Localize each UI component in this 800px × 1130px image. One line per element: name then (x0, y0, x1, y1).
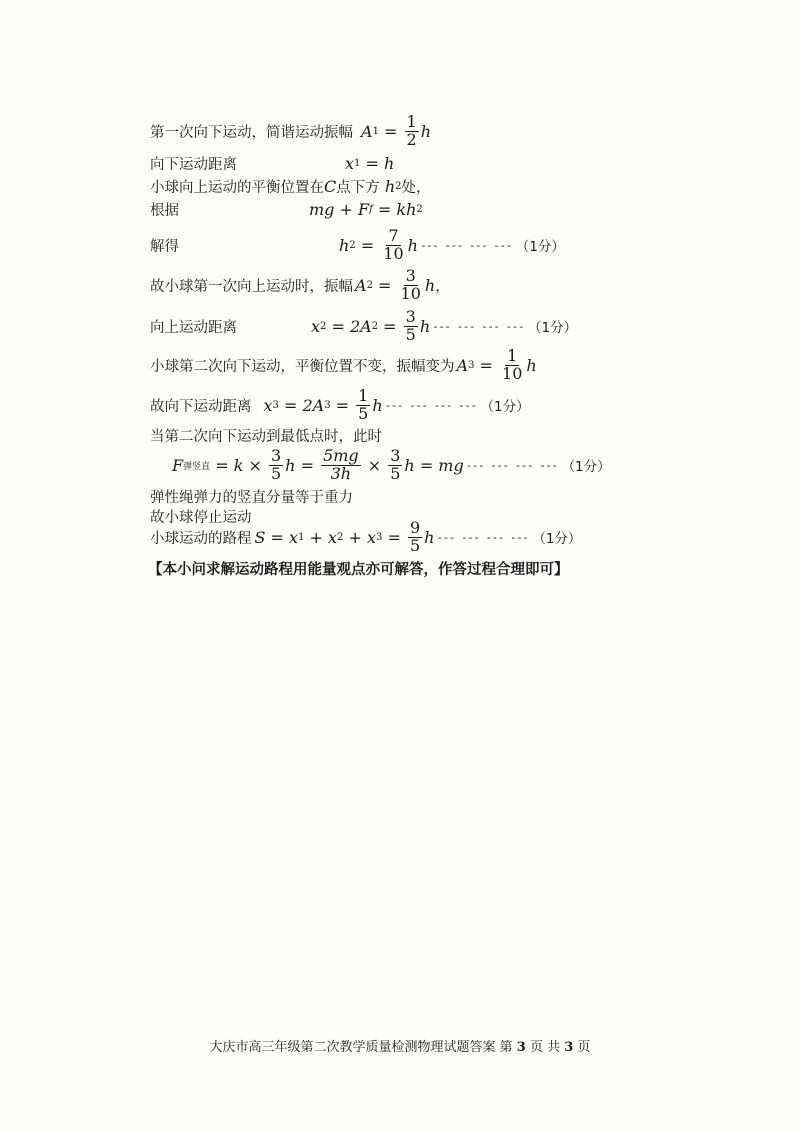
line-down-distance-1: 向下运动距离 x 1 = h (150, 154, 395, 173)
line-force-equation: F 弹竖直 = k × $\frac{3}{5}$ h = $\frac{5mg}{3h}$ × $\frac{3}{5}$ h = mg --- --- --- --- （1分） (172, 446, 611, 483)
line-according: 根据 mg + F f = kh 2 (150, 200, 423, 219)
line-up-distance: 向上运动距离 x 2 = 2A 2 = $\frac{3}{5}$ h --- --- --- --- （1分） (150, 307, 578, 344)
line-note: 【本小问求解运动路程用能量观点亦可解答，作答过程合理即可】 (148, 562, 569, 578)
line-amplitude-2: 故小球第一次向上运动时，振幅 A 2 = $\frac{3}{10}$ h ， (150, 266, 450, 303)
page-footer: 大庆市高三年级第二次教学质量检测物理试题答案 第 3 页 共 3 页 (209, 1040, 591, 1055)
footer-page-number: 3 (516, 1040, 526, 1055)
line-down-distance-2: 故向下运动距离 x 3 = 2A 3 = $\frac{1}{5}$ h --- --- --- --- （1分） (150, 386, 530, 423)
footer-total-pages: 3 (564, 1040, 574, 1055)
line-vertical-component: 弹性绳弹力的竖直分量等于重力 (150, 490, 353, 506)
line-amplitude-3: 小球第二次向下运动，平衡位置不变，振幅变为 A 3 = $\frac{1}{10}$ h (150, 346, 537, 383)
line-lowest-point: 当第二次向下运动到最低点时，此时 (150, 429, 382, 445)
line-amplitude-1: 第一次向下运动，简谐运动振幅 A 1 = $\frac{1}{2}$ h (150, 112, 432, 149)
line-stop: 故小球停止运动 (150, 510, 252, 526)
line-total-path: 小球运动的路程 S = x 1 + x 2 + x 3 = $\frac{9}{5}$ h --- --- --- --- （1分） (150, 518, 582, 555)
line-solve: 解得 h 2 = $\frac{7}{10}$ h --- --- --- --- （1分） (150, 226, 565, 263)
line-equilibrium: 小球向上运动的平衡位置在 C 点下方 h 2 处， (150, 177, 431, 196)
